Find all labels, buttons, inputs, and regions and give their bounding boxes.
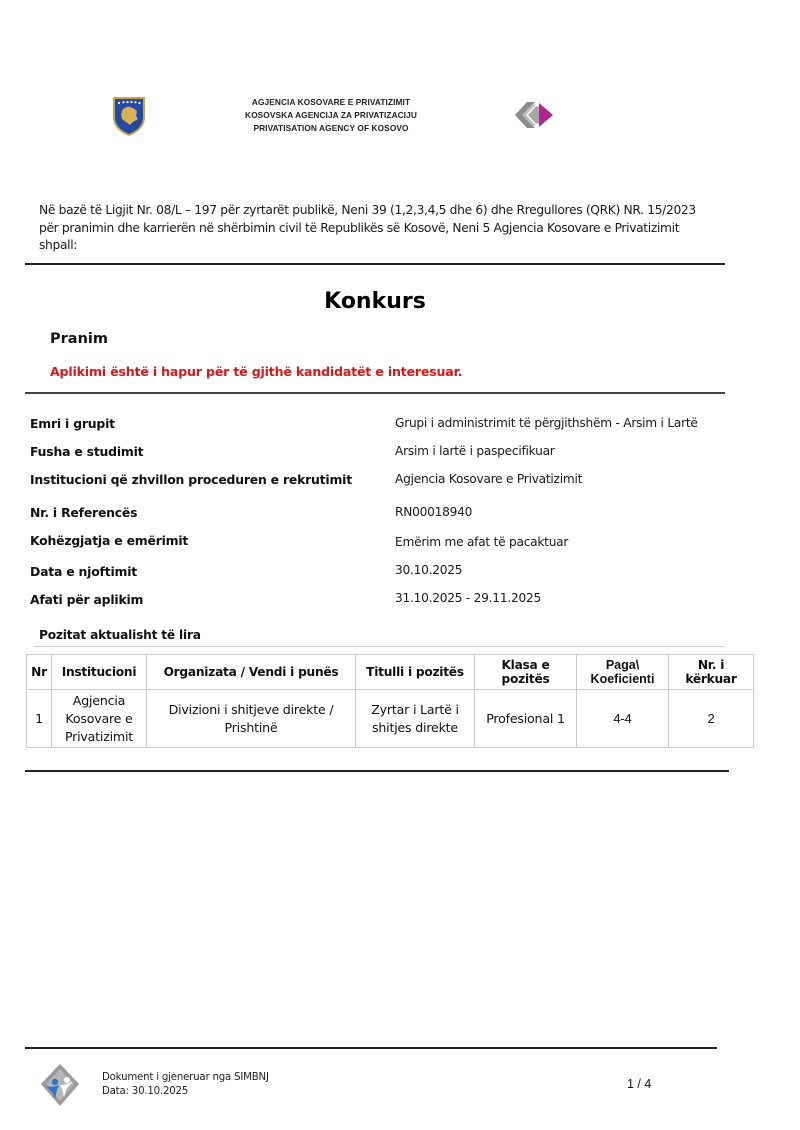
column-header-salary-line: Paga\ [605, 658, 640, 672]
field-label-group: Emri i grupit [30, 416, 115, 431]
field-value-deadline: 31.10.2025 - 29.11.2025 [395, 591, 541, 605]
field-label-deadline: Afati për aplikim [30, 592, 144, 607]
cell-line: Agjencia [72, 692, 126, 708]
table-header-row [27, 655, 754, 690]
generated-by-text: Dokument i gjeneruar nga SIMBNJ [102, 1072, 269, 1083]
kosovo-coat-of-arms-icon [111, 95, 147, 137]
agency-name [200, 96, 462, 135]
column-header-institution: Institucioni [52, 655, 147, 690]
column-header-salary-line: Koeficienti [590, 672, 655, 686]
cell-nr: 1 [27, 690, 52, 748]
legal-basis-line: Në bazë të Ligjit Nr. 08/L – 197 për zyrtarët publikë, Neni 39 (1,2,3,4,5 dhe 6) dhe Rregullores (QRK) NR. 15/2023 [39, 203, 696, 217]
table-row [27, 690, 754, 748]
cell-position-title [356, 690, 475, 748]
agency-name-english: PRIVATISATION AGENCY OF KOSOVO [253, 123, 409, 133]
footer-divider [25, 1047, 717, 1049]
footer-info [102, 1071, 269, 1099]
field-value-institution: Agjencia Kosovare e Privatizimit [395, 472, 583, 486]
generated-date-text: Data: 30.10.2025 [102, 1086, 189, 1097]
field-label-study-area: Fusha e studimit [30, 444, 144, 459]
cell-line: Privatizimit [64, 728, 134, 744]
cell-organization [147, 690, 356, 748]
field-label-institution: Institucioni që zhvillon proceduren e rekrutimit [30, 472, 352, 487]
divider [25, 392, 725, 394]
divider [34, 646, 725, 647]
positions-section-title: Pozitat aktualisht të lira [39, 628, 201, 642]
legal-basis-line: shpall: [39, 238, 78, 252]
column-header-organization: Organizata / Vendi i punës [147, 655, 356, 690]
divider [25, 770, 729, 772]
positions-table [26, 654, 754, 748]
field-value-reference: RN00018940 [395, 505, 473, 519]
field-label-reference: Nr. i Referencës [30, 505, 138, 520]
cell-institution [52, 690, 147, 748]
cell-line: Kosovare e [65, 710, 133, 726]
column-header-position-title: Titulli i pozitës [356, 655, 475, 690]
column-header-salary [577, 655, 669, 690]
cell-line: shitjes direkte [372, 719, 458, 735]
cell-line: Prishtinë [224, 719, 278, 735]
simbnj-logo-icon [40, 1063, 80, 1107]
field-value-study-area: Arsim i lartë i paspecifikuar [395, 444, 555, 458]
eligibility-note: Aplikimi është i hapur për të gjithë kandidatët e interesuar. [50, 364, 463, 379]
agency-name-albanian: AGJENCIA KOSOVARE E PRIVATIZIMIT [251, 97, 411, 107]
page-title: Konkurs [324, 289, 426, 314]
field-value-notice-date: 30.10.2025 [395, 563, 463, 577]
field-value-duration: Emërim me afat të pacaktuar [395, 535, 569, 549]
legal-basis-paragraph [39, 202, 729, 255]
announcement-type: Pranim [50, 331, 108, 347]
divider [25, 263, 725, 265]
field-label-duration: Kohëzgjatja e emërimit [30, 533, 189, 548]
cell-line: Divizioni i shitjeve direkte / [168, 701, 334, 717]
akp-logo-icon [513, 100, 555, 130]
cell-line: Zyrtar i Lartë i [371, 701, 459, 717]
cell-position-class: Profesional 1 [475, 690, 577, 748]
cell-required-count: 2 [669, 690, 754, 748]
column-header-required-count: Nr. i kërkuar [669, 655, 754, 690]
column-header-position-class: Klasa e pozitës [475, 655, 577, 690]
legal-basis-line: për pranimin dhe karrierën në shërbimin civil të Republikës së Kosovë, Neni 5 Agjencia Kosovare e Privatizimit [39, 220, 680, 235]
field-label-notice-date: Data e njoftimit [30, 564, 137, 579]
column-header-nr: Nr [27, 655, 52, 690]
cell-salary: 4-4 [577, 690, 669, 748]
page-number: 1 / 4 [627, 1077, 652, 1091]
field-value-group: Grupi i administrimit të përgjithshëm - Arsim i Lartë [395, 416, 698, 430]
agency-name-serbian: KOSOVSKA AGENCIJA ZA PRIVATIZACIJU [245, 110, 417, 120]
